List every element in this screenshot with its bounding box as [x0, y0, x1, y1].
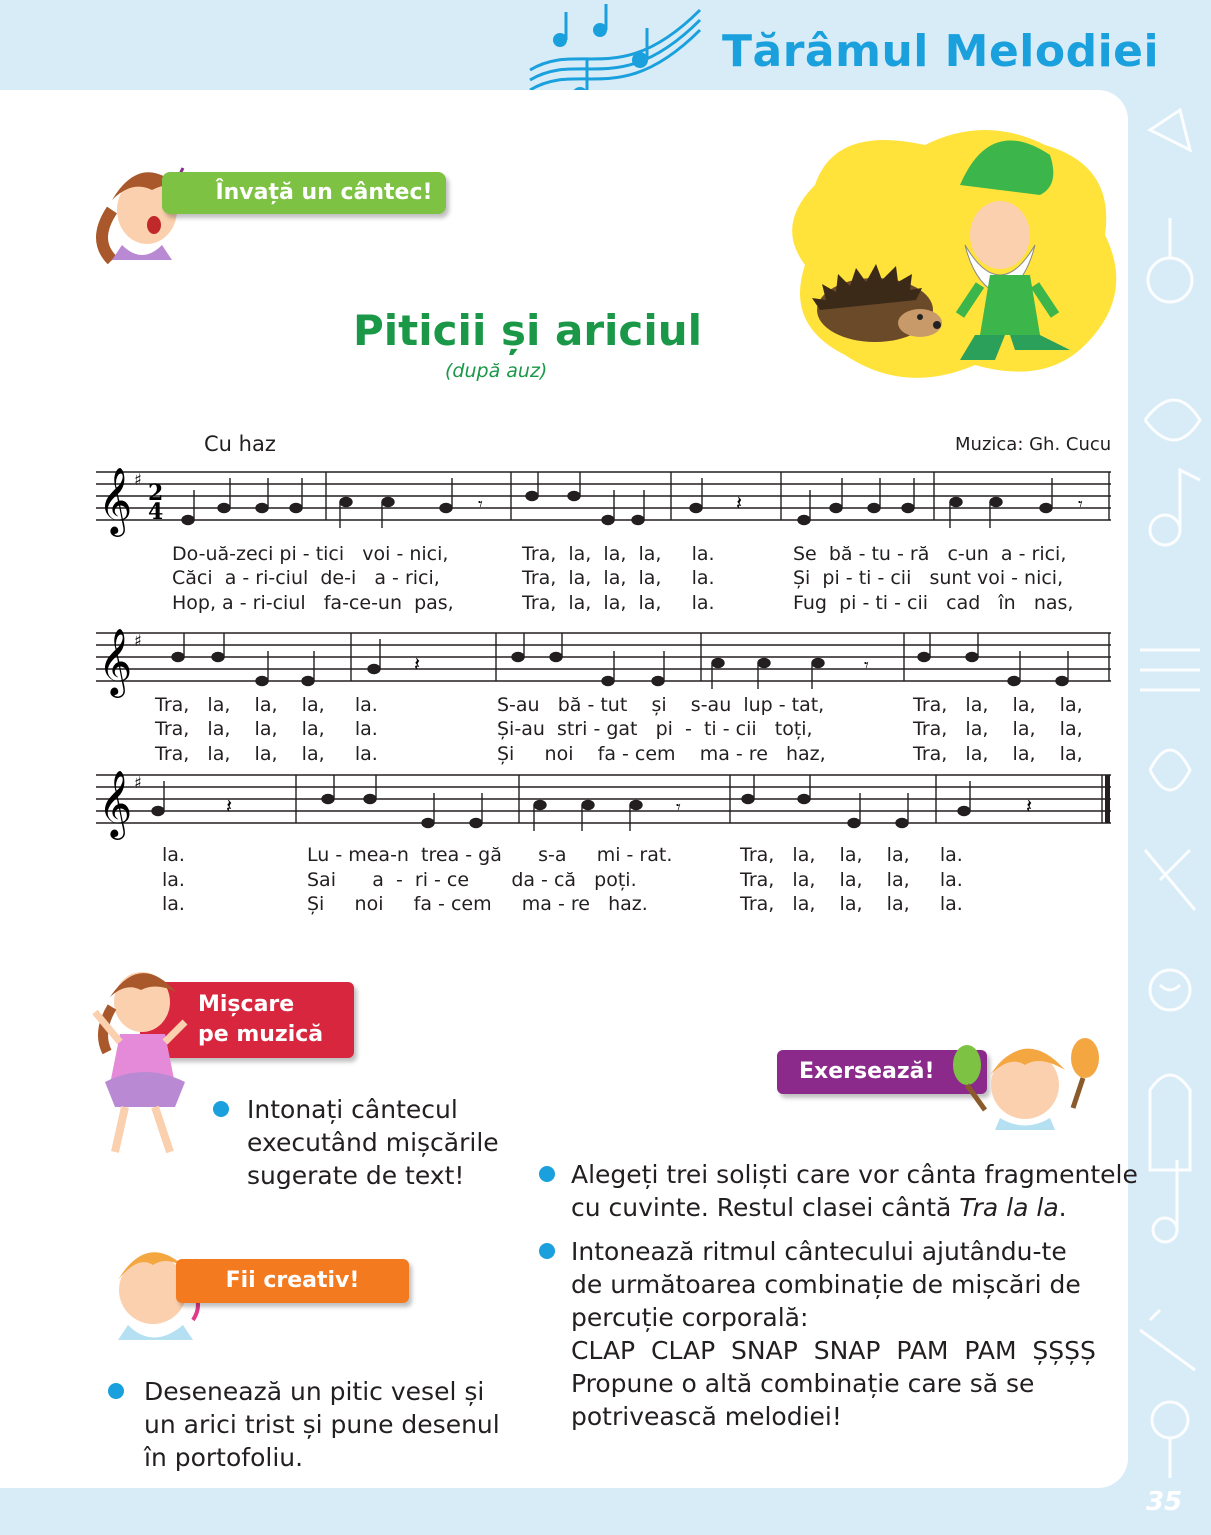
practice-item-1-line: Alegeți trei soliști care vor cânta fragmentele — [571, 1160, 1138, 1189]
movement-text — [247, 1093, 499, 1192]
practice-item-2-line: potrivească melodiei! — [571, 1402, 842, 1431]
creative-text-line: un arici trist și pune desenul — [144, 1410, 500, 1439]
svg-text:♯: ♯ — [134, 773, 142, 792]
lyrics-s1-c-1: Se bă - tu - ră c-un a - rici, — [793, 543, 1067, 565]
svg-text:𝄞: 𝄞 — [98, 466, 133, 534]
lyrics-s3-c-1: Tra, la, la, la, la. — [740, 844, 963, 866]
practice-item-2-line: de următoarea combinație de mișcări de — [571, 1270, 1081, 1299]
lyrics-s1-a-1: Do-uă-zeci pi - tici voi - nici, — [172, 543, 449, 565]
svg-text:𝄽: 𝄽 — [1026, 794, 1033, 818]
practice-bullet-2 — [539, 1243, 555, 1259]
creative-text — [144, 1375, 500, 1474]
lyrics-s2-a-2: Tra, la, la, la, la. — [155, 718, 378, 740]
practice-item-1-end: . — [1058, 1193, 1067, 1222]
song-title: Piticii și ariciul — [353, 306, 703, 355]
practice-bullet-1 — [539, 1166, 555, 1182]
music-staff-3 — [96, 769, 1111, 837]
movement-badge-line2: pe muzică — [198, 1022, 324, 1047]
lyrics-s3-b-2: Sai a - ri - ce da - că poți. — [307, 869, 637, 891]
lyrics-s3-a-1: la. — [162, 844, 185, 866]
gnome-and-hedgehog-illustration — [775, 125, 1115, 400]
creative-text-line: Desenează un pitic vesel și — [144, 1377, 485, 1406]
creative-badge-label: Fii creativ! — [225, 1268, 360, 1293]
practice-item-1-text: cu cuvinte. Restul clasei cântă — [571, 1193, 960, 1222]
creative-bullet — [108, 1383, 124, 1399]
lyrics-s1-b-1: Tra, la, la, la, la. — [522, 543, 715, 565]
svg-text:4: 4 — [148, 499, 164, 525]
lyrics-s1-c-2: Și pi - ti - cii sunt voi - nici, — [793, 567, 1064, 589]
svg-text:𝄾: 𝄾 — [676, 797, 681, 818]
lyrics-s3-c-3: Tra, la, la, la, la. — [740, 893, 963, 915]
lyrics-s2-b-3: Și noi fa - cem ma - re haz, — [497, 743, 826, 765]
learn-song-badge — [162, 172, 446, 214]
practice-item-1-line-2 — [571, 1191, 1138, 1224]
lyrics-s1-c-3: Fug pi - ti - cii cad în nas, — [793, 592, 1074, 614]
lyrics-s1-b-2: Tra, la, la, la, la. — [522, 567, 715, 589]
creative-text-line: în portofoliu. — [144, 1443, 304, 1472]
movement-text-line: executând mișcările — [247, 1128, 499, 1157]
music-staff-1 — [96, 466, 1111, 534]
movement-text-line: Intonați cântecul — [247, 1095, 458, 1124]
creative-badge — [176, 1259, 409, 1303]
svg-text:𝄽: 𝄽 — [226, 794, 233, 818]
music-staff-2 — [96, 627, 1111, 695]
lyrics-s2-b-2: Și-au stri - gat pi - ti - cii toți, — [497, 718, 813, 740]
page-number: 35 — [1146, 1487, 1183, 1517]
lyrics-s1-a-3: Hop, a - ri-ciul fa-ce-un pas, — [172, 592, 454, 614]
lyrics-s1-b-3: Tra, la, la, la, la. — [522, 592, 715, 614]
movement-badge-line1: Mișcare — [198, 992, 295, 1017]
lyrics-s3-a-3: la. — [162, 893, 185, 915]
lyrics-s2-a-1: Tra, la, la, la, la. — [155, 694, 378, 716]
practice-item-1 — [571, 1158, 1138, 1224]
practice-item-2-line: Intonează ritmul cântecului ajutându-te — [571, 1237, 1067, 1266]
practice-item-1-italic: Tra la la — [959, 1193, 1059, 1222]
practice-item-2 — [571, 1235, 1096, 1433]
svg-text:𝄾: 𝄾 — [864, 655, 869, 676]
svg-text:𝄾: 𝄾 — [478, 494, 483, 515]
tempo-marking: Cu haz — [204, 432, 276, 456]
svg-text:♯: ♯ — [134, 631, 142, 650]
learn-song-badge-label: Învață un cântec! — [215, 180, 433, 205]
lyrics-s2-b-1: S-au bă - tut și s-au lup - tat, — [497, 694, 825, 716]
lyrics-s3-b-1: Lu - mea-n trea - gă s-a mi - rat. — [307, 844, 673, 866]
svg-text:𝄽: 𝄽 — [414, 652, 421, 676]
practice-item-2-line: percuție corporală: — [571, 1303, 809, 1332]
lyrics-s2-c-2: Tra, la, la, la, — [913, 718, 1083, 740]
song-subtitle: (după auz) — [445, 360, 548, 382]
practice-item-2-line: CLAP CLAP SNAP SNAP PAM PAM ȘȘȘȘ — [571, 1336, 1096, 1365]
maracas-kid-icon — [945, 1030, 1105, 1130]
lyrics-s2-a-3: Tra, la, la, la, la. — [155, 743, 378, 765]
svg-text:𝄞: 𝄞 — [98, 769, 133, 837]
composer-credit: Muzica: Gh. Cucu — [955, 434, 1112, 455]
svg-text:𝄽: 𝄽 — [736, 491, 743, 515]
svg-text:𝄞: 𝄞 — [98, 627, 133, 695]
lyrics-s3-c-2: Tra, la, la, la, la. — [740, 869, 963, 891]
svg-text:♯: ♯ — [134, 470, 142, 489]
svg-text:2: 2 — [148, 480, 164, 506]
movement-bullet — [213, 1101, 229, 1117]
practice-badge-label: Exersează! — [799, 1059, 935, 1084]
lyrics-s2-c-1: Tra, la, la, la, — [913, 694, 1083, 716]
lyrics-s2-c-3: Tra, la, la, la, — [913, 743, 1083, 765]
svg-text:𝄾: 𝄾 — [1078, 494, 1083, 515]
lyrics-s3-a-2: la. — [162, 869, 185, 891]
chapter-title: Tărâmul Melodiei — [722, 26, 1160, 77]
lyrics-s3-b-3: Și noi fa - cem ma - re haz. — [307, 893, 648, 915]
practice-item-2-line: Propune o altă combinație care să se — [571, 1369, 1035, 1398]
lyrics-s1-a-2: Căci a - ri-ciul de-i a - rici, — [172, 567, 440, 589]
movement-text-line: sugerate de text! — [247, 1161, 465, 1190]
decorative-instruments-strip — [1130, 90, 1211, 1490]
dancing-girl-icon — [80, 962, 210, 1162]
